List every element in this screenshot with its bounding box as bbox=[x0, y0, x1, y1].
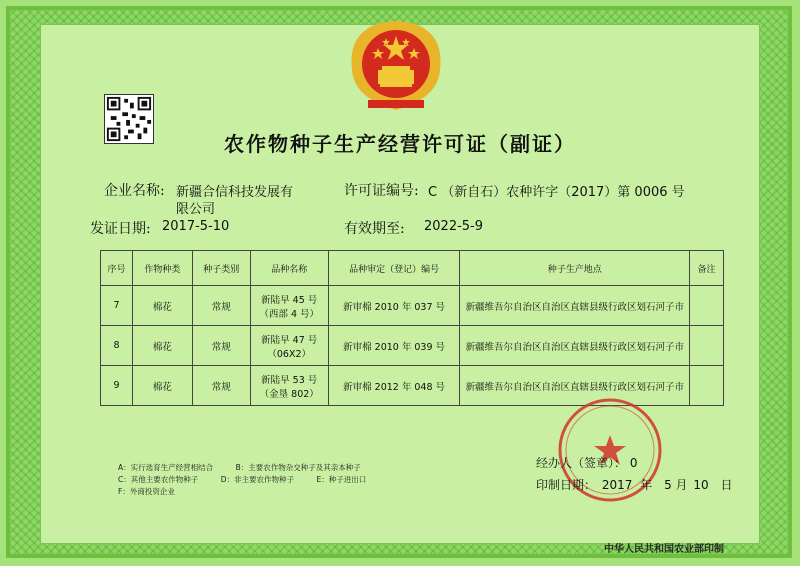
print-date bbox=[536, 476, 733, 493]
company-label: 企业名称: bbox=[104, 183, 165, 199]
handler-value: 0 bbox=[629, 456, 638, 470]
row-crop: 棉花 bbox=[132, 286, 192, 326]
row-no: 9 bbox=[101, 366, 133, 406]
row-note bbox=[690, 366, 724, 406]
crop-variety-table bbox=[100, 250, 724, 406]
row-note bbox=[690, 326, 724, 366]
license-value: C （新自石）农种许字（2017）第 0006 号 bbox=[428, 185, 685, 200]
variety-alias: （06X2） bbox=[267, 348, 312, 360]
variety-alias: （西部 4 号） bbox=[259, 308, 320, 320]
row-note bbox=[690, 286, 724, 326]
header-note: 备注 bbox=[690, 251, 724, 286]
row-variety bbox=[250, 286, 328, 326]
company-value-line2: 限公司 bbox=[176, 202, 216, 217]
document-title: 农作物种子生产经营许可证（副证） bbox=[224, 132, 576, 156]
valid-until-value: 2022-5-9 bbox=[424, 219, 484, 234]
row-registration: 新审棉 2010 年 037 号 bbox=[328, 286, 460, 326]
header-category: 种子类别 bbox=[192, 251, 250, 286]
handler-label: 经办人（签章）： bbox=[536, 456, 627, 470]
print-day: 10 bbox=[693, 478, 709, 492]
row-variety bbox=[250, 366, 328, 406]
variety-name: 新陆早 53 号 bbox=[261, 374, 318, 386]
day-char: 日 bbox=[720, 478, 733, 492]
row-place: 新疆维吾尔自治区自治区直辖县级行政区划石河子市 bbox=[460, 326, 690, 366]
legend-line-2: C：其他主要农作物种子 D：非主要农作物种子 E：种子进出口 bbox=[118, 475, 367, 484]
row-registration: 新审棉 2010 年 039 号 bbox=[328, 326, 460, 366]
table-row bbox=[101, 326, 724, 366]
variety-name: 新陆早 45 号 bbox=[261, 294, 318, 306]
variety-name: 新陆早 47 号 bbox=[261, 334, 318, 346]
year-char: 年 bbox=[640, 478, 653, 492]
header-variety: 品种名称 bbox=[250, 251, 328, 286]
month-char: 月 bbox=[675, 478, 688, 492]
valid-until-label: 有效期至: bbox=[344, 221, 405, 237]
row-place: 新疆维吾尔自治区自治区直辖县级行政区划石河子市 bbox=[460, 366, 690, 406]
header-crop: 作物种类 bbox=[132, 251, 192, 286]
row-variety bbox=[250, 326, 328, 366]
license-label: 许可证编号: bbox=[344, 183, 419, 199]
print-date-label: 印制日期： bbox=[536, 478, 597, 492]
header-no: 序号 bbox=[101, 251, 133, 286]
header-place: 种子生产地点 bbox=[460, 251, 690, 286]
header-registration: 品种审定（登记）编号 bbox=[328, 251, 460, 286]
national-emblem-icon bbox=[342, 18, 450, 116]
row-crop: 棉花 bbox=[132, 326, 192, 366]
legend-line-1: A：实行选育生产经营相结合 B：主要农作物杂交种子及其亲本种子 bbox=[118, 463, 361, 472]
print-year: 2017 bbox=[601, 478, 633, 492]
row-no: 8 bbox=[101, 326, 133, 366]
row-category: 常规 bbox=[192, 326, 250, 366]
row-registration: 新审棉 2012 年 048 号 bbox=[328, 366, 460, 406]
variety-alias: （金垦 802） bbox=[259, 388, 319, 400]
table-row bbox=[101, 286, 724, 326]
issuer-footer: 中华人民共和国农业部印制 bbox=[604, 544, 724, 555]
row-category: 常规 bbox=[192, 366, 250, 406]
row-category: 常规 bbox=[192, 286, 250, 326]
company-value-line1: 新疆合信科技发展有 bbox=[176, 185, 294, 200]
print-month: 5 bbox=[664, 478, 672, 492]
issue-date-value: 2017-5-10 bbox=[162, 219, 230, 234]
row-no: 7 bbox=[101, 286, 133, 326]
handler-signature bbox=[536, 454, 637, 471]
table-header-row bbox=[101, 251, 724, 286]
legend-line-3: F：外商投资企业 bbox=[118, 487, 175, 496]
row-place: 新疆维吾尔自治区自治区直辖县级行政区划石河子市 bbox=[460, 286, 690, 326]
issue-date-label: 发证日期: bbox=[90, 221, 151, 237]
row-crop: 棉花 bbox=[132, 366, 192, 406]
